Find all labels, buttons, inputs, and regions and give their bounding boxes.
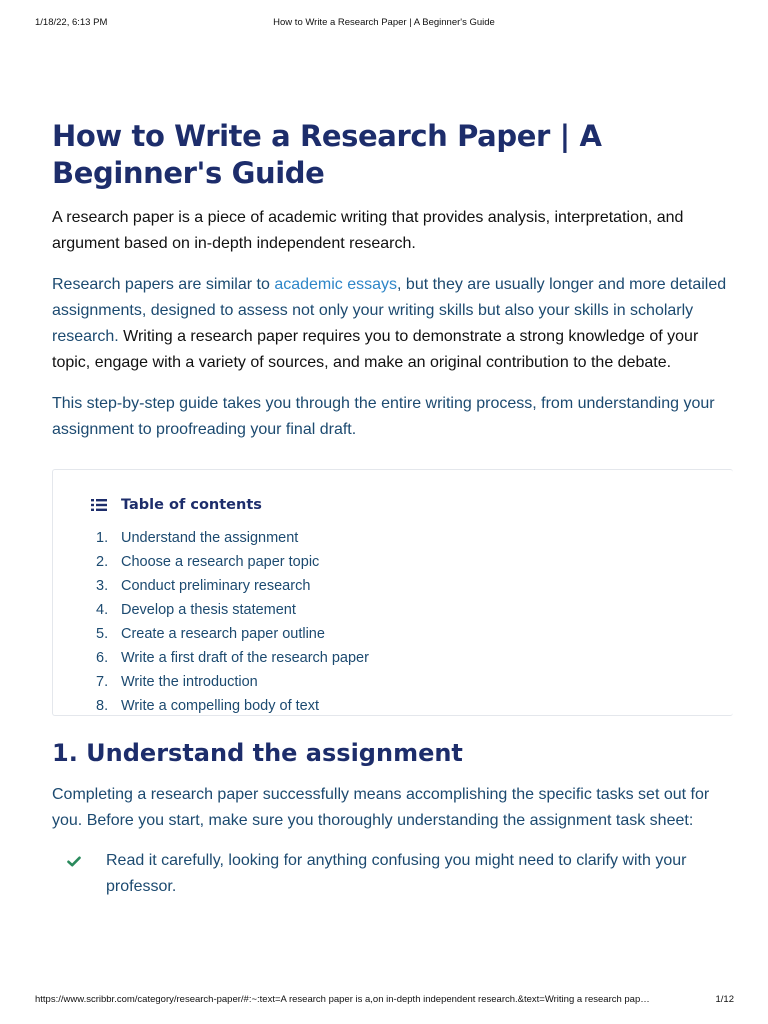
toc-item-number: 2. [96, 554, 109, 570]
intro-paragraph: A research paper is a piece of academic writing that provides analysis, interpretation, and argument based on in-depth independent research. [52, 209, 684, 252]
toc-item[interactable] [91, 694, 733, 716]
toc-item[interactable] [91, 646, 733, 670]
checklist-item-text: Read it carefully, looking for anything confusing you might need to clarify with your professor. [106, 852, 687, 895]
toc-item-label[interactable]: Develop a thesis statement [121, 602, 296, 618]
page-title: How to Write a Research Paper | A Beginner's Guide [52, 119, 602, 190]
print-url: https://www.scribbr.com/category/research-paper/#:~:text=A research paper is a,on in-depth independent research.&text=Writing a research pap… [35, 994, 650, 1005]
toc-item-label[interactable]: Write a first draft of the research paper [121, 650, 369, 666]
toc-item-label[interactable]: Conduct preliminary research [121, 578, 311, 594]
toc-item-number: 6. [96, 650, 109, 666]
toc-item-label[interactable]: Create a research paper outline [121, 626, 325, 642]
print-header [0, 17, 768, 31]
paragraph-3: This step-by-step guide takes you through the entire writing process, from understanding your assignment to proofreading your final draft. [52, 395, 715, 438]
paragraph-2-part2: , but they are usually longer and more detailed assignments, designed to assess not only your writing skills but also your skills in scholarly research. [52, 276, 727, 345]
checklist [52, 848, 733, 900]
toc-item[interactable] [91, 526, 733, 550]
checklist-item [52, 848, 733, 900]
paragraph-2 [52, 272, 733, 376]
paragraph-2-part1: Research papers are similar to [52, 276, 275, 293]
toc-item-number: 3. [96, 578, 109, 594]
toc-item-label[interactable]: Understand the assignment [121, 530, 299, 546]
toc-item-number: 5. [96, 626, 109, 642]
print-doc-title: How to Write a Research Paper | A Beginner's Guide [273, 17, 495, 28]
print-page-number: 1/12 [715, 994, 734, 1005]
toc-list [91, 526, 733, 716]
toc-item[interactable] [91, 598, 733, 622]
article [52, 118, 733, 900]
toc-title: Table of contents [121, 497, 262, 513]
print-footer [0, 994, 768, 1008]
list-icon [91, 498, 107, 512]
paragraph-2-part3: Writing a research paper requires you to demonstrate a strong knowledge of your topic, engage with a variety of sources, and make an original contribution to the debate. [52, 328, 699, 371]
section-1-heading: 1. Understand the assignment [52, 739, 463, 767]
section-1-body: Completing a research paper successfully means accomplishing the specific tasks set out for you. Before you start, make sure you thoroughly understanding the assignment task sheet: [52, 786, 710, 829]
toc-item[interactable] [91, 574, 733, 598]
academic-essays-link[interactable]: academic essays [274, 276, 398, 293]
check-icon [67, 856, 81, 867]
toc-item-number: 4. [96, 602, 109, 618]
toc-header [91, 494, 733, 516]
toc-item-number: 8. [96, 698, 109, 714]
toc-item[interactable] [91, 622, 733, 646]
toc-item-label[interactable]: Write the introduction [121, 674, 258, 690]
toc-item-label[interactable]: Choose a research paper topic [121, 554, 320, 570]
toc-item-label[interactable]: Write a compelling body of text [121, 698, 319, 714]
toc-item[interactable] [91, 550, 733, 574]
print-date: 1/18/22, 6:13 PM [35, 17, 108, 28]
toc-item-number: 1. [96, 530, 109, 546]
toc-item-number: 7. [96, 674, 109, 690]
toc-item[interactable] [91, 670, 733, 694]
table-of-contents [52, 469, 733, 716]
